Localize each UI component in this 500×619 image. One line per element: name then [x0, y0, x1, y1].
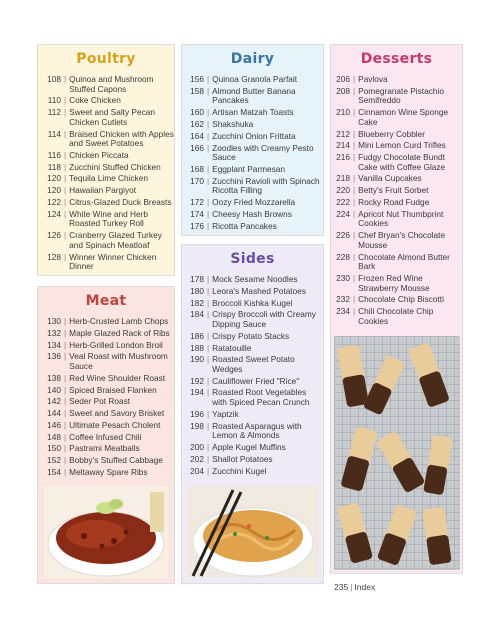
recipe-entry	[185, 332, 323, 342]
recipe-page-number: 120	[47, 185, 61, 196]
page-separator: |	[64, 74, 67, 84]
recipe-name: Sweet and Savory Brisket	[69, 408, 165, 419]
page-separator: |	[64, 384, 67, 395]
page-separator: |	[207, 441, 210, 452]
page-separator: |	[207, 285, 210, 296]
recipe-page-number: 170	[190, 175, 204, 186]
recipe-entry	[185, 455, 323, 465]
poultry-section	[37, 44, 175, 276]
page-separator: |	[207, 330, 210, 341]
recipe-entry	[42, 456, 174, 466]
recipe-page-number: 208	[336, 85, 350, 96]
recipe-page-number: 146	[47, 419, 61, 430]
recipe-entry	[185, 422, 323, 441]
recipe-name: Roasted Root Vegetables with Spiced Pecan Crunch	[212, 387, 310, 408]
recipe-entry	[331, 174, 462, 184]
footer-page-number: 235	[334, 582, 349, 592]
recipe-entry	[331, 253, 462, 272]
dairy-heading: Dairy	[230, 51, 275, 67]
page-separator: |	[207, 163, 210, 174]
recipe-name: Crispy Broccoli with Creamy Dipping Sauce	[212, 309, 316, 329]
recipe-entry	[331, 295, 462, 305]
page-separator: |	[64, 95, 67, 106]
page-separator: |	[207, 297, 210, 308]
recipe-page-number: 136	[47, 351, 61, 362]
page-separator: |	[353, 197, 356, 208]
page-separator: |	[64, 128, 67, 139]
recipe-page-number: 176	[190, 220, 204, 231]
recipe-name: Bobby's Stuffed Cabbage	[69, 455, 163, 466]
page-separator: |	[207, 74, 210, 84]
page-separator: |	[64, 173, 67, 184]
recipe-page-number: 120	[47, 173, 61, 184]
recipe-entry	[42, 329, 174, 339]
recipe-page-number: 196	[190, 408, 204, 419]
recipe-name: Blueberry Cobbler	[358, 128, 426, 139]
recipe-name: Roasted Asparagus with Lemon & Almonds	[212, 420, 302, 441]
recipe-name: Chocolate Almond Butter Bark	[358, 251, 450, 272]
recipe-name: Zucchini Kugel	[212, 465, 267, 476]
page-separator: |	[353, 294, 356, 305]
recipe-name: Chocolate Chip Biscotti	[358, 294, 444, 305]
recipe-name: Ricotta Pancakes	[212, 220, 277, 231]
recipe-entry	[42, 96, 174, 106]
recipe-page-number: 190	[190, 354, 204, 365]
recipe-entry	[185, 87, 323, 106]
recipe-entry	[185, 344, 323, 354]
recipe-page-number: 116	[47, 149, 61, 160]
recipe-entry	[185, 165, 323, 175]
recipe-name: Fudgy Chocolate Bundt Cake with Coffee Glaze	[358, 152, 446, 172]
page-separator: |	[353, 230, 356, 241]
recipe-entry	[185, 355, 323, 374]
meat-recipe-list	[38, 317, 174, 478]
page-separator: |	[207, 420, 210, 431]
recipe-name: Tequila Lime Chicken	[69, 173, 149, 184]
page-separator: |	[207, 197, 210, 208]
recipe-page-number: 234	[336, 306, 350, 317]
recipe-page-number: 202	[190, 453, 204, 464]
recipe-name: Eggplant Parmesan	[212, 163, 286, 174]
recipe-name: Cranberry Glazed Turkey and Spinach Meatloaf	[69, 230, 162, 250]
recipe-page-number: 122	[47, 197, 61, 208]
recipe-page-number: 162	[190, 118, 204, 129]
page-separator: |	[64, 230, 67, 241]
recipe-name: Pastrami Meatballs	[69, 443, 140, 454]
recipe-name: Ultimate Pesach Cholent	[69, 419, 161, 430]
recipe-entry	[42, 253, 174, 272]
recipe-page-number: 124	[47, 208, 61, 219]
recipe-entry	[42, 174, 174, 184]
page-separator: |	[353, 173, 356, 184]
recipe-name: Quinoa Granola Parfait	[212, 74, 298, 84]
recipe-entry	[42, 317, 174, 327]
page-separator: |	[353, 208, 356, 219]
recipe-page-number: 150	[47, 443, 61, 454]
chili-bowl-photo	[44, 486, 168, 578]
recipe-page-number: 194	[190, 387, 204, 398]
biscotti-rack-photo	[334, 336, 460, 570]
recipe-name: Crispy Potato Stacks	[212, 330, 290, 341]
recipe-page-number: 172	[190, 197, 204, 208]
recipe-page-number: 186	[190, 330, 204, 341]
recipe-entry	[185, 443, 323, 453]
page-separator: |	[207, 354, 210, 365]
recipe-name: Herb-Crusted Lamb Chops	[69, 316, 169, 326]
recipe-page-number: 224	[336, 208, 350, 219]
recipe-entry	[331, 231, 462, 250]
page-separator: |	[207, 208, 210, 219]
recipe-page-number: 204	[190, 465, 204, 476]
recipe-name: Hawaiian Pargiyot	[69, 185, 137, 196]
recipe-page-number: 174	[190, 208, 204, 219]
recipe-entry	[42, 75, 174, 94]
recipe-page-number: 134	[47, 339, 61, 350]
recipe-entry	[42, 163, 174, 173]
recipe-name: Roasted Sweet Potato Wedges	[212, 354, 295, 374]
noodles-bowl-photo	[187, 486, 319, 578]
recipe-name: Spiced Braised Flanken	[69, 384, 157, 395]
recipe-entry	[331, 186, 462, 196]
recipe-page-number: 118	[47, 161, 61, 172]
recipe-page-number: 114	[47, 128, 61, 139]
recipe-entry	[185, 108, 323, 118]
page-separator: |	[353, 85, 356, 96]
recipe-entry	[185, 388, 323, 407]
recipe-name: Coffee Infused Chili	[69, 431, 142, 442]
recipe-page-number: 180	[190, 285, 204, 296]
recipe-page-number: 212	[336, 128, 350, 139]
recipe-name: Chili Chocolate Chip Cookies	[358, 306, 434, 326]
recipe-page-number: 188	[190, 342, 204, 353]
page-separator: |	[207, 85, 210, 96]
dairy-section	[181, 44, 324, 236]
recipe-entry	[42, 341, 174, 351]
page-separator: |	[207, 274, 210, 284]
recipe-entry	[331, 75, 462, 85]
recipe-page-number: 222	[336, 197, 350, 208]
page-separator: |	[64, 149, 67, 160]
page-separator: |	[207, 309, 210, 320]
recipe-entry	[185, 410, 323, 420]
recipe-entry	[42, 186, 174, 196]
recipe-name: Zucchini Stuffed Chicken	[69, 161, 161, 172]
recipe-page-number: 148	[47, 431, 61, 442]
page-separator: |	[207, 107, 210, 118]
page-separator: |	[64, 455, 67, 466]
recipe-name: Mock Sesame Noodles	[212, 274, 298, 284]
recipe-name: Apricot Nut Thumbprint Cookies	[358, 208, 444, 229]
page-separator: |	[64, 107, 67, 118]
recipe-name: Ratatouille	[212, 342, 252, 353]
recipe-name: Rocky Road Fudge	[358, 197, 430, 208]
recipe-entry	[42, 468, 174, 478]
recipe-page-number: 210	[336, 107, 350, 118]
page-separator: |	[207, 220, 210, 231]
page-separator: |	[353, 152, 356, 163]
page-separator: |	[353, 272, 356, 283]
recipe-name: Zucchini Onion Frittata	[212, 130, 296, 141]
recipe-page-number: 112	[47, 107, 61, 118]
page-separator: |	[64, 185, 67, 196]
recipe-name: Coke Chicken	[69, 95, 121, 106]
recipe-entry	[185, 144, 323, 163]
recipe-page-number: 164	[190, 130, 204, 141]
recipe-entry	[42, 108, 174, 127]
recipe-entry	[42, 374, 174, 384]
recipe-name: Herb-Grilled London Broil	[69, 339, 163, 350]
recipe-name: Cauliflower Fried "Rice"	[212, 375, 300, 386]
sides-heading: Sides	[230, 251, 275, 267]
recipe-entry	[185, 299, 323, 309]
recipe-name: White Wine and Herb Roasted Turkey Roll	[69, 208, 149, 229]
page-separator: |	[353, 251, 356, 262]
recipe-entry	[185, 275, 323, 285]
page-separator: |	[64, 161, 67, 172]
recipe-name: Shakshuka	[212, 118, 254, 129]
page-separator: |	[64, 431, 67, 442]
recipe-name: Broccoli Kishka Kugel	[212, 297, 293, 308]
recipe-entry	[185, 120, 323, 130]
recipe-name: Winner Winner Chicken Dinner	[69, 251, 157, 272]
recipe-entry	[42, 352, 174, 371]
page-separator: |	[207, 453, 210, 464]
recipe-entry	[331, 87, 462, 106]
recipe-entry	[331, 210, 462, 229]
recipe-entry	[185, 132, 323, 142]
recipe-entry	[42, 421, 174, 431]
page-separator: |	[353, 306, 356, 317]
recipe-name: Chef Bryan's Chocolate Mousse	[358, 230, 446, 250]
page-separator: |	[64, 372, 67, 383]
page-separator: |	[64, 351, 67, 362]
page-separator: |	[207, 342, 210, 353]
page-separator: |	[207, 375, 210, 386]
page-separator: |	[64, 339, 67, 350]
page-separator: |	[207, 142, 210, 153]
recipe-page-number: 226	[336, 230, 350, 241]
recipe-page-number: 154	[47, 466, 61, 477]
recipe-name: Leora's Mashed Potatoes	[212, 285, 306, 296]
recipe-name: Veal Roast with Mushroom Sauce	[69, 351, 168, 371]
recipe-page-number: 230	[336, 272, 350, 283]
page-separator: |	[207, 465, 210, 476]
footer-separator: |	[350, 582, 353, 592]
recipe-entry	[185, 467, 323, 477]
recipe-page-number: 182	[190, 297, 204, 308]
recipe-name: Shallot Potatoes	[212, 453, 273, 464]
recipe-page-number: 144	[47, 408, 61, 419]
recipe-page-number: 152	[47, 455, 61, 466]
page-separator: |	[353, 185, 356, 196]
desserts-heading: Desserts	[360, 51, 433, 67]
recipe-name: Oozy Fried Mozzarella	[212, 197, 296, 208]
poultry-heading: Poultry	[76, 51, 136, 67]
page-separator: |	[353, 74, 356, 84]
recipe-entry	[42, 130, 174, 149]
recipe-entry	[42, 151, 174, 161]
page-separator: |	[64, 419, 67, 430]
page-separator: |	[64, 396, 67, 407]
recipe-name: Vanilla Cupcakes	[358, 173, 422, 184]
recipe-name: Red Wine Shoulder Roast	[69, 372, 166, 383]
recipe-name: Zucchini Ravioli with Spinach Ricotta Filling	[212, 175, 320, 196]
recipe-entry	[331, 274, 462, 293]
recipe-name: Almond Butter Banana Pancakes	[212, 85, 296, 106]
recipe-name: Seder Pot Roast	[69, 396, 131, 407]
recipe-page-number: 138	[47, 372, 61, 383]
recipe-page-number: 184	[190, 309, 204, 320]
recipe-name: Yaptzik	[212, 408, 239, 419]
page-separator: |	[353, 107, 356, 118]
recipe-page-number: 142	[47, 396, 61, 407]
recipe-page-number: 220	[336, 185, 350, 196]
recipe-name: Mini Lemon Curd Trifles	[358, 140, 446, 151]
page-separator: |	[207, 130, 210, 141]
recipe-page-number: 218	[336, 173, 350, 184]
desserts-recipe-list	[331, 75, 462, 326]
recipe-entry	[185, 75, 323, 85]
recipe-entry	[42, 444, 174, 454]
sides-recipe-list	[182, 275, 323, 476]
page-separator: |	[64, 466, 67, 477]
poultry-recipe-list	[38, 75, 174, 272]
recipe-entry	[42, 397, 174, 407]
recipe-page-number: 206	[336, 74, 350, 84]
recipe-page-number: 128	[47, 251, 61, 262]
page-separator: |	[64, 327, 67, 338]
recipe-page-number: 110	[47, 95, 61, 106]
recipe-page-number: 160	[190, 107, 204, 118]
recipe-name: Betty's Fruit Sorbet	[358, 185, 429, 196]
recipe-page-number: 214	[336, 140, 350, 151]
page-separator: |	[207, 175, 210, 186]
meat-heading: Meat	[85, 293, 127, 309]
page-separator: |	[64, 251, 67, 262]
recipe-page-number: 156	[190, 74, 204, 84]
recipe-entry	[185, 177, 323, 196]
recipe-entry	[42, 433, 174, 443]
recipe-entry	[185, 210, 323, 220]
recipe-entry	[185, 222, 323, 232]
recipe-page-number: 126	[47, 230, 61, 241]
recipe-entry	[331, 130, 462, 140]
recipe-entry	[331, 198, 462, 208]
recipe-entry	[331, 108, 462, 127]
recipe-name: Pomegranate Pistachio Semifreddo	[358, 85, 444, 106]
recipe-name: Pavlova	[358, 74, 388, 84]
page-separator: |	[64, 408, 67, 419]
recipe-page-number: 198	[190, 420, 204, 431]
recipe-page-number: 200	[190, 441, 204, 452]
recipe-name: Zoodles with Creamy Pesto Sauce	[212, 142, 314, 163]
recipe-page-number: 232	[336, 294, 350, 305]
recipe-name: Braised Chicken with Apples and Sweet Potatoes	[69, 128, 174, 149]
recipe-entry	[42, 231, 174, 250]
recipe-entry	[331, 307, 462, 326]
recipe-name: Artisan Matzah Toasts	[212, 107, 294, 118]
recipe-page-number: 132	[47, 327, 61, 338]
recipe-page-number: 168	[190, 163, 204, 174]
dairy-recipe-list	[182, 75, 323, 231]
page-separator: |	[353, 128, 356, 139]
recipe-name: Chicken Piccata	[69, 149, 129, 160]
recipe-page-number: 130	[47, 316, 61, 326]
recipe-entry	[42, 198, 174, 208]
recipe-page-number: 216	[336, 152, 350, 163]
recipe-page-number: 178	[190, 274, 204, 284]
recipe-page-number: 166	[190, 142, 204, 153]
recipe-name: Apple Kugel Muffins	[212, 441, 286, 452]
recipe-name: Sweet and Salty Pecan Chicken Cutlets	[69, 107, 155, 127]
page-separator: |	[207, 408, 210, 419]
recipe-name: Cheesy Hash Browns	[212, 208, 292, 219]
index-footer	[334, 582, 375, 592]
recipe-entry	[185, 198, 323, 208]
recipe-name: Cinnamon Wine Sponge Cake	[358, 107, 449, 127]
recipe-page-number: 158	[190, 85, 204, 96]
recipe-entry	[42, 409, 174, 419]
recipe-entry	[331, 141, 462, 151]
recipe-entry	[42, 386, 174, 396]
page-separator: |	[353, 140, 356, 151]
recipe-name: Maple Glazed Rack of Ribs	[69, 327, 170, 338]
page-separator: |	[64, 316, 67, 326]
recipe-page-number: 108	[47, 74, 61, 84]
recipe-entry	[331, 153, 462, 172]
recipe-name: Frozen Red Wine Strawberry Mousse	[358, 272, 430, 293]
recipe-entry	[185, 287, 323, 297]
recipe-entry	[185, 310, 323, 329]
page-separator: |	[64, 443, 67, 454]
recipe-name: Citrus-Glazed Duck Breasts	[69, 197, 172, 208]
footer-label: Index	[354, 582, 376, 592]
recipe-name: Quinoa and Mushroom Stuffed Capons	[69, 74, 154, 94]
page-separator: |	[64, 197, 67, 208]
page-separator: |	[207, 118, 210, 129]
recipe-page-number: 192	[190, 375, 204, 386]
page-separator: |	[64, 208, 67, 219]
recipe-name: Meltaway Spare Ribs	[69, 466, 148, 477]
recipe-page-number: 228	[336, 251, 350, 262]
page-separator: |	[207, 387, 210, 398]
recipe-page-number: 140	[47, 384, 61, 395]
recipe-entry	[185, 377, 323, 387]
recipe-entry	[42, 210, 174, 229]
